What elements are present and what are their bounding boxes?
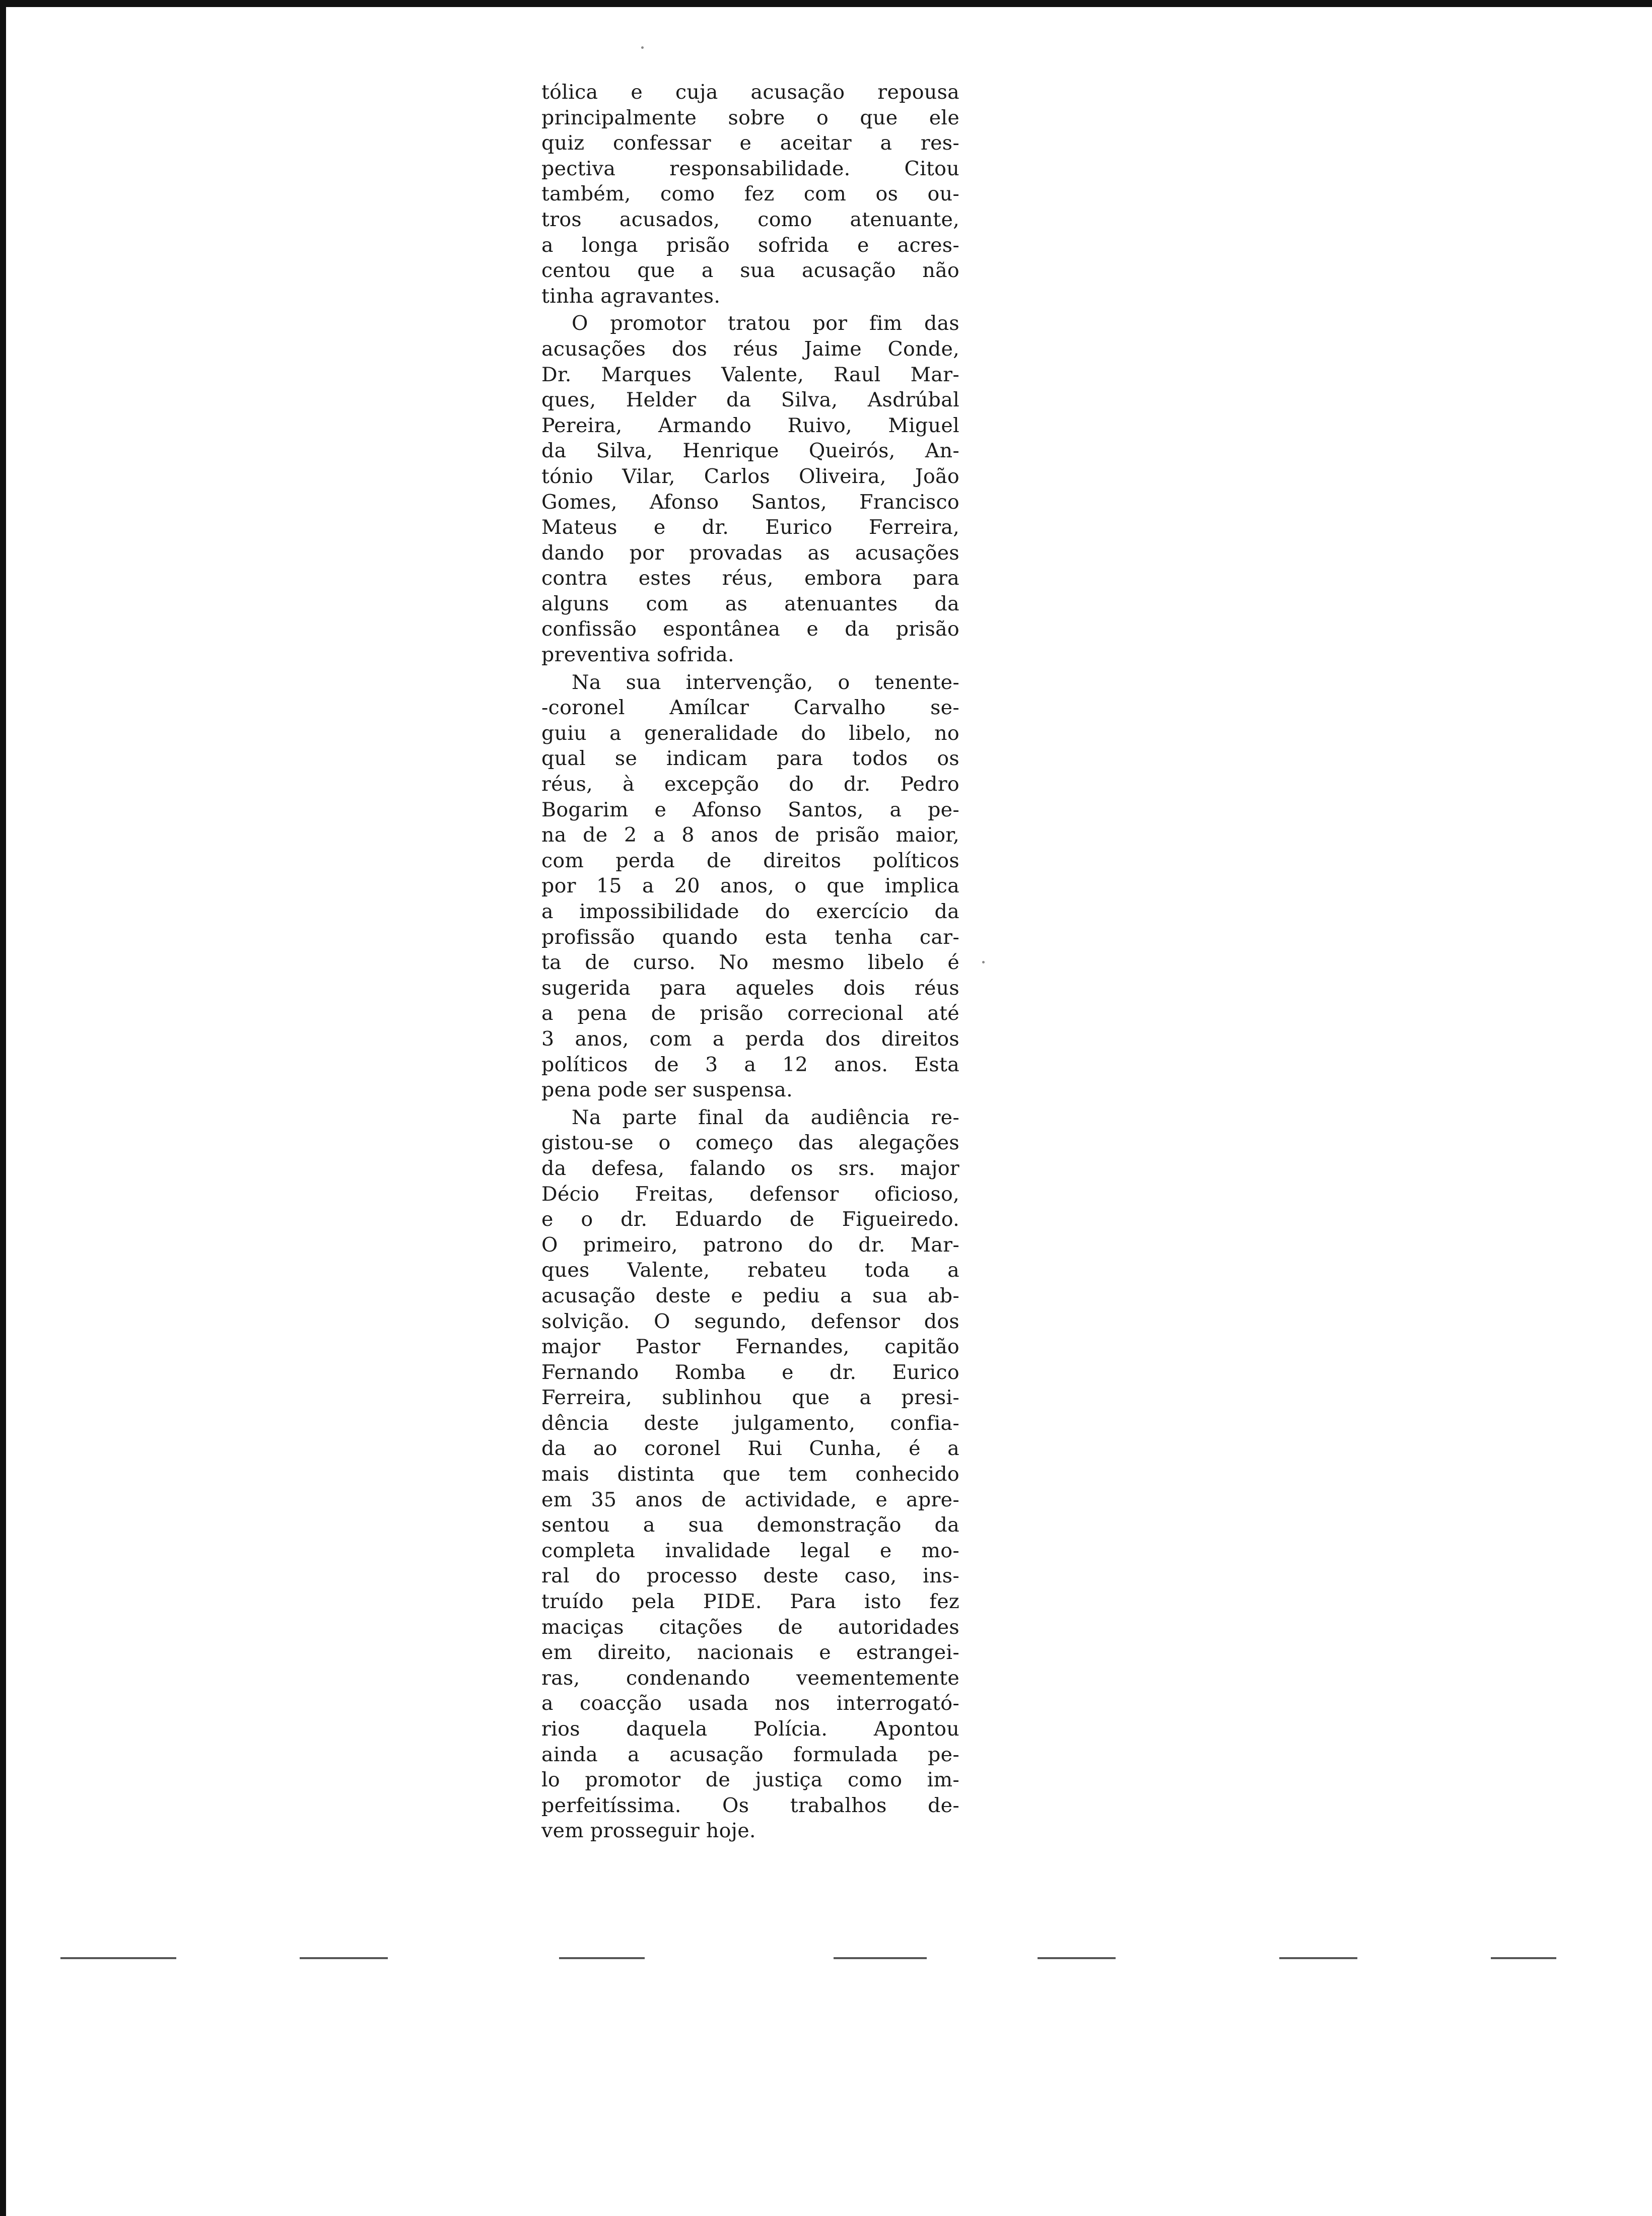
text-line: ral do processo deste caso, ins- (541, 1564, 959, 1588)
text-line: a coacção usada nos interrogató- (541, 1692, 959, 1715)
text-line: rios daquela Polícia. Apontou (541, 1717, 959, 1741)
text-line: e o dr. Eduardo de Figueiredo. (541, 1208, 959, 1231)
text-line: Na parte final da audiência re- (572, 1105, 959, 1129)
text-line: O promotor tratou por fim das (572, 312, 959, 335)
text-line: Bogarim e Afonso Santos, a pe- (541, 798, 959, 821)
text-line: -coronel Amílcar Carvalho se- (541, 696, 959, 720)
text-line: políticos de 3 a 12 anos. Esta (541, 1053, 959, 1076)
text-line: tónio Vilar, Carlos Oliveira, João (541, 464, 959, 488)
text-line: Ferreira, sublinhou que a presi- (541, 1386, 959, 1410)
article-paragraph-3 (541, 670, 959, 1103)
scan-border-top (0, 0, 1652, 7)
text-line: pena pode ser suspensa. (541, 1078, 793, 1102)
text-line: acusações dos réus Jaime Conde, (541, 337, 959, 361)
text-line: gistou-se o começo das alegações (541, 1131, 959, 1155)
text-line: pectiva responsabilidade. Citou (541, 157, 959, 180)
text-line: em 35 anos de actividade, e apre- (541, 1488, 959, 1511)
text-line: da ao coronel Rui Cunha, é a (541, 1437, 959, 1461)
text-line: alguns com as atenuantes da (541, 592, 959, 615)
text-line: quiz confessar e aceitar a res- (541, 131, 959, 155)
text-line: lo promotor de justiça como im- (541, 1768, 959, 1792)
divider-rule (1491, 1957, 1556, 1959)
text-line: Fernando Romba e dr. Eurico (541, 1360, 959, 1384)
scan-border-left (0, 0, 6, 2216)
text-line: Décio Freitas, defensor oficioso, (541, 1182, 959, 1206)
text-line: Gomes, Afonso Santos, Francisco (541, 490, 959, 514)
divider-rule (60, 1957, 176, 1959)
text-line: major Pastor Fernandes, capitão (541, 1335, 959, 1359)
text-line: ta de curso. No mesmo libelo é (541, 951, 959, 975)
text-line: com perda de direitos políticos (541, 849, 959, 872)
text-line: completa invalidade legal e mo- (541, 1539, 959, 1562)
divider-rule (300, 1957, 388, 1959)
text-line: Mateus e dr. Eurico Ferreira, (541, 516, 959, 539)
text-line: dando por provadas as acusações (541, 541, 959, 565)
text-line: ques Valente, rebateu toda a (541, 1259, 959, 1282)
article-paragraph-1 (541, 80, 959, 309)
text-line: dência deste julgamento, confia- (541, 1411, 959, 1435)
text-line: acusação deste e pediu a sua ab- (541, 1284, 959, 1307)
text-line: ras, condenando veementemente (541, 1666, 959, 1690)
text-line: truído pela PIDE. Para isto fez (541, 1590, 959, 1614)
text-line: a longa prisão sofrida e acres- (541, 233, 959, 257)
scan-speck (982, 961, 985, 963)
text-line: da defesa, falando os srs. major (541, 1156, 959, 1180)
text-line: em direito, nacionais e estrangei- (541, 1641, 959, 1665)
text-line: a pena de prisão correcional até (541, 1002, 959, 1025)
text-line: na de 2 a 8 anos de prisão maior, (541, 823, 959, 847)
text-line: contra estes réus, embora para (541, 567, 959, 590)
text-line: confissão espontânea e da prisão (541, 617, 959, 641)
divider-rule (559, 1957, 645, 1959)
text-line: da Silva, Henrique Queirós, An- (541, 439, 959, 463)
text-line: O primeiro, patrono do dr. Mar- (541, 1233, 959, 1257)
text-line: tros acusados, como atenuante, (541, 207, 959, 231)
text-line: sentou a sua demonstração da (541, 1513, 959, 1537)
text-line: tólica e cuja acusação repousa (541, 81, 959, 104)
text-line: solvição. O segundo, defensor dos (541, 1309, 959, 1333)
text-line: centou que a sua acusação não (541, 259, 959, 283)
text-line: também, como fez com os ou- (541, 182, 959, 206)
text-line: 3 anos, com a perda dos direitos (541, 1027, 959, 1051)
text-line: sugerida para aqueles dois réus (541, 976, 959, 1000)
divider-rule (1038, 1957, 1116, 1959)
text-line: preventiva sofrida. (541, 643, 734, 667)
text-line: Na sua intervenção, o tenente- (572, 670, 959, 694)
text-line: por 15 a 20 anos, o que implica (541, 874, 959, 898)
text-line: vem prosseguir hoje. (541, 1819, 756, 1843)
text-line: Dr. Marques Valente, Raul Mar- (541, 363, 959, 386)
text-line: perfeitíssima. Os trabalhos de- (541, 1793, 959, 1817)
text-line: mais distinta que tem conhecido (541, 1463, 959, 1486)
article-column (541, 80, 959, 1844)
article-paragraph-2 (541, 311, 959, 667)
divider-rule (1279, 1957, 1357, 1959)
text-line: tinha agravantes. (541, 284, 721, 308)
text-line: profissão quando esta tenha car- (541, 925, 959, 949)
text-line: ainda a acusação formulada pe- (541, 1743, 959, 1766)
text-line: maciças citações de autoridades (541, 1615, 959, 1639)
text-line: réus, à excepção do dr. Pedro (541, 773, 959, 796)
article-paragraph-4 (541, 1105, 959, 1844)
text-line: principalmente sobre o que ele (541, 106, 959, 129)
text-line: a impossibilidade do exercício da (541, 900, 959, 923)
divider-rule (834, 1957, 927, 1959)
text-line: qual se indicam para todos os (541, 747, 959, 771)
text-line: guiu a generalidade do libelo, no (541, 721, 959, 745)
text-line: ques, Helder da Silva, Asdrúbal (541, 388, 959, 412)
text-line: Pereira, Armando Ruivo, Miguel (541, 413, 959, 437)
scan-speck (641, 46, 644, 49)
